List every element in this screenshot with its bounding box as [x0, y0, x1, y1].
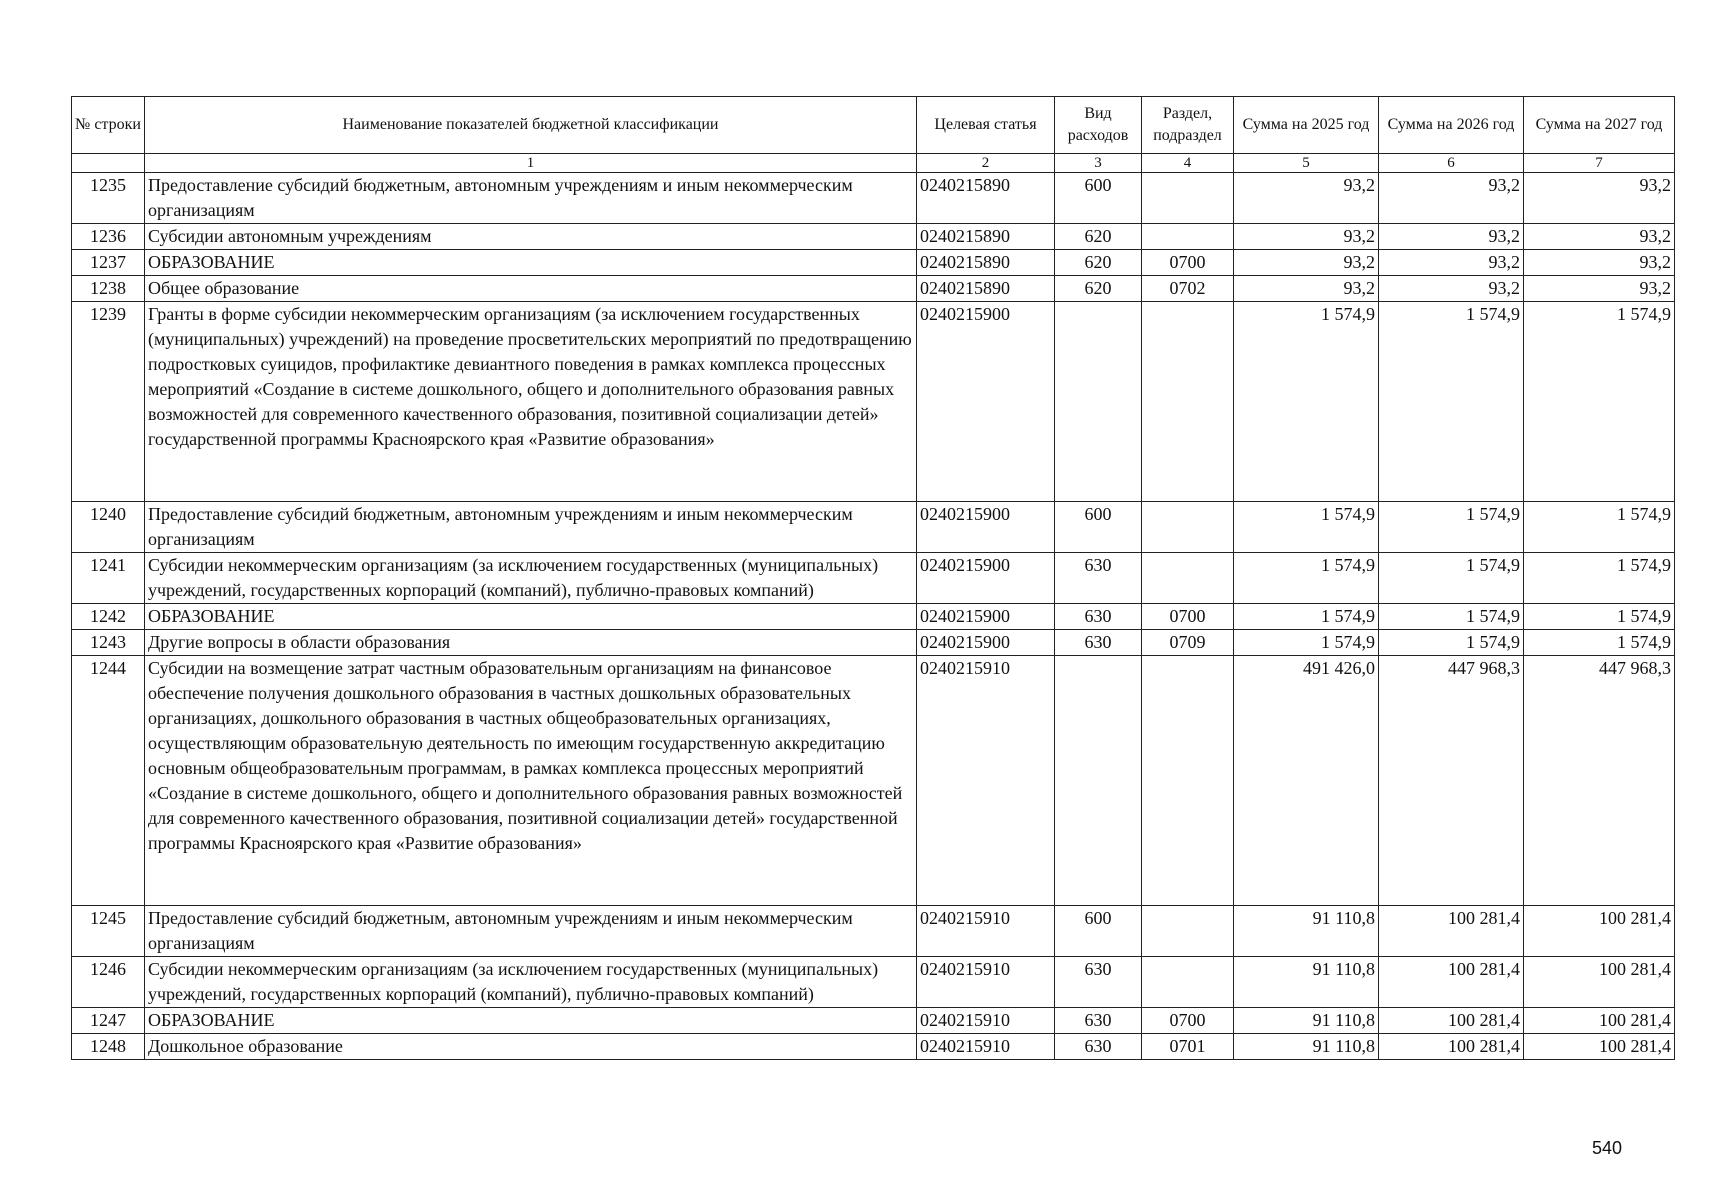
expense-type: 600: [1055, 906, 1142, 957]
column-number: 5: [1234, 154, 1379, 173]
indicator-name: ОБРАЗОВАНИЕ: [145, 1008, 917, 1034]
amount-2027: 100 281,4: [1524, 906, 1675, 957]
amount-2026: 1 574,9: [1379, 553, 1524, 604]
indicator-name: Субсидии автономным учреждениям: [145, 224, 917, 250]
expense-type: 630: [1055, 1008, 1142, 1034]
indicator-name: Гранты в форме субсидии некоммерческим организациям (за исключением государственных (муниципальных) учреждений) на проведение просветительских мероприятий по предотвращению подростковых суицидов, профилактике девиантного поведения в рамках комплекса процессных мероприятий «Создание в системе дошкольного, общего и дополнительного образования равных возможностей для современного качественного образования, позитивной социализации детей» государственной программы Красноярского края «Развитие образования»: [145, 302, 917, 502]
row-number: 1238: [72, 276, 145, 302]
table-row: [72, 276, 1675, 302]
target-article: 0240215910: [917, 906, 1055, 957]
section-code: [1142, 302, 1234, 502]
indicator-name: ОБРАЗОВАНИЕ: [145, 604, 917, 630]
header-amount-2025: Сумма на 2025 год: [1234, 97, 1379, 154]
expense-type: 620: [1055, 224, 1142, 250]
amount-2026: 1 574,9: [1379, 630, 1524, 656]
table-row: [72, 173, 1675, 224]
section-code: [1142, 957, 1234, 1008]
target-article: 0240215910: [917, 957, 1055, 1008]
amount-2027: 1 574,9: [1524, 604, 1675, 630]
amount-2025: 1 574,9: [1234, 302, 1379, 502]
table-row: [72, 302, 1675, 502]
indicator-name: Предоставление субсидий бюджетным, автономным учреждениям и иным некоммерческим организациям: [145, 173, 917, 224]
page-number: 540: [1592, 1138, 1623, 1158]
row-number: 1241: [72, 553, 145, 604]
column-number: 3: [1055, 154, 1142, 173]
column-number: 6: [1379, 154, 1524, 173]
section-code: 0709: [1142, 630, 1234, 656]
expense-type: 630: [1055, 957, 1142, 1008]
target-article: 0240215900: [917, 302, 1055, 502]
table-row: [72, 224, 1675, 250]
row-number: 1245: [72, 906, 145, 957]
column-number: 1: [145, 154, 917, 173]
header-target-article: Целевая статья: [917, 97, 1055, 154]
header-amount-2026: Сумма на 2026 год: [1379, 97, 1524, 154]
amount-2025: 91 110,8: [1234, 957, 1379, 1008]
amount-2026: 100 281,4: [1379, 1008, 1524, 1034]
row-number: 1236: [72, 224, 145, 250]
indicator-name: ОБРАЗОВАНИЕ: [145, 250, 917, 276]
table-row: [72, 553, 1675, 604]
amount-2027: 1 574,9: [1524, 302, 1675, 502]
amount-2026: 93,2: [1379, 250, 1524, 276]
header-row-number: № строки: [72, 97, 145, 154]
amount-2026: 1 574,9: [1379, 502, 1524, 553]
amount-2027: 1 574,9: [1524, 553, 1675, 604]
amount-2027: 93,2: [1524, 276, 1675, 302]
section-code: 0701: [1142, 1034, 1234, 1060]
target-article: 0240215900: [917, 553, 1055, 604]
table-row: [72, 656, 1675, 906]
amount-2025: 93,2: [1234, 276, 1379, 302]
column-number: 2: [917, 154, 1055, 173]
amount-2027: 447 968,3: [1524, 656, 1675, 906]
budget-table: [71, 96, 1675, 1060]
row-number: 1247: [72, 1008, 145, 1034]
section-code: 0702: [1142, 276, 1234, 302]
table-row: [72, 1034, 1675, 1060]
amount-2026: 100 281,4: [1379, 1034, 1524, 1060]
amount-2026: 93,2: [1379, 224, 1524, 250]
amount-2025: 93,2: [1234, 224, 1379, 250]
expense-type: [1055, 302, 1142, 502]
target-article: 0240215900: [917, 604, 1055, 630]
table-row: [72, 630, 1675, 656]
table-header: [72, 97, 1675, 173]
table-row: [72, 250, 1675, 276]
section-code: 0700: [1142, 604, 1234, 630]
section-code: 0700: [1142, 250, 1234, 276]
table-row: [72, 502, 1675, 553]
expense-type: 630: [1055, 630, 1142, 656]
amount-2027: 1 574,9: [1524, 630, 1675, 656]
column-number: 4: [1142, 154, 1234, 173]
amount-2025: 91 110,8: [1234, 1008, 1379, 1034]
header-indicator-name: Наименование показателей бюджетной классификации: [145, 97, 917, 154]
expense-type: 600: [1055, 173, 1142, 224]
amount-2027: 1 574,9: [1524, 502, 1675, 553]
amount-2027: 100 281,4: [1524, 1008, 1675, 1034]
amount-2027: 100 281,4: [1524, 1034, 1675, 1060]
row-number: 1248: [72, 1034, 145, 1060]
section-code: [1142, 173, 1234, 224]
amount-2025: 1 574,9: [1234, 502, 1379, 553]
indicator-name: Субсидии некоммерческим организациям (за исключением государственных (муниципальных) учреждений, государственных корпораций (компаний), публично-правовых компаний): [145, 553, 917, 604]
indicator-name: Другие вопросы в области образования: [145, 630, 917, 656]
amount-2027: 93,2: [1524, 250, 1675, 276]
column-number-blank: [72, 154, 145, 173]
expense-type: [1055, 656, 1142, 906]
expense-type: 620: [1055, 276, 1142, 302]
row-number: 1237: [72, 250, 145, 276]
target-article: 0240215890: [917, 250, 1055, 276]
column-number-row: [72, 154, 1675, 173]
target-article: 0240215890: [917, 173, 1055, 224]
expense-type: 630: [1055, 604, 1142, 630]
expense-type: 620: [1055, 250, 1142, 276]
amount-2026: 100 281,4: [1379, 957, 1524, 1008]
amount-2025: 491 426,0: [1234, 656, 1379, 906]
indicator-name: Общее образование: [145, 276, 917, 302]
row-number: 1242: [72, 604, 145, 630]
amount-2027: 100 281,4: [1524, 957, 1675, 1008]
expense-type: 630: [1055, 1034, 1142, 1060]
amount-2025: 91 110,8: [1234, 906, 1379, 957]
target-article: 0240215910: [917, 1008, 1055, 1034]
row-number: 1244: [72, 656, 145, 906]
table-row: [72, 906, 1675, 957]
section-code: [1142, 656, 1234, 906]
table-row: [72, 957, 1675, 1008]
section-code: [1142, 906, 1234, 957]
table-row: [72, 604, 1675, 630]
amount-2026: 447 968,3: [1379, 656, 1524, 906]
indicator-name: Предоставление субсидий бюджетным, автономным учреждениям и иным некоммерческим организациям: [145, 502, 917, 553]
target-article: 0240215910: [917, 1034, 1055, 1060]
section-code: [1142, 553, 1234, 604]
amount-2025: 1 574,9: [1234, 604, 1379, 630]
indicator-name: Субсидии на возмещение затрат частным образовательным организациям на финансовое обеспечение получения дошкольного образования в частных дошкольных образовательных организациях, дошкольного образования в частных общеобразовательных организациях, осуществляющим образовательную деятельность по имеющим государственную аккредитацию основным общеобразовательным программам, в рамках комплекса процессных мероприятий «Создание в системе дошкольного, общего и дополнительного образования равных возможностей для современного качественного образования, позитивной социализации детей» государственной программы Красноярского края «Развитие образования»: [145, 656, 917, 906]
amount-2025: 1 574,9: [1234, 553, 1379, 604]
table-body: [72, 173, 1675, 1060]
amount-2026: 1 574,9: [1379, 302, 1524, 502]
section-code: 0700: [1142, 1008, 1234, 1034]
target-article: 0240215890: [917, 276, 1055, 302]
expense-type: 600: [1055, 502, 1142, 553]
header-section: Раздел, подраздел: [1142, 97, 1234, 154]
row-number: 1239: [72, 302, 145, 502]
column-number: 7: [1524, 154, 1675, 173]
row-number: 1240: [72, 502, 145, 553]
indicator-name: Субсидии некоммерческим организациям (за исключением государственных (муниципальных) учреждений, государственных корпораций (компаний), публично-правовых компаний): [145, 957, 917, 1008]
row-number: 1246: [72, 957, 145, 1008]
amount-2025: 93,2: [1234, 250, 1379, 276]
header-amount-2027: Сумма на 2027 год: [1524, 97, 1675, 154]
section-code: [1142, 502, 1234, 553]
amount-2025: 1 574,9: [1234, 630, 1379, 656]
expense-type: 630: [1055, 553, 1142, 604]
row-number: 1243: [72, 630, 145, 656]
header-expense-type: Вид расходов: [1055, 97, 1142, 154]
row-number: 1235: [72, 173, 145, 224]
indicator-name: Предоставление субсидий бюджетным, автономным учреждениям и иным некоммерческим организациям: [145, 906, 917, 957]
table-row: [72, 1008, 1675, 1034]
target-article: 0240215910: [917, 656, 1055, 906]
amount-2026: 93,2: [1379, 276, 1524, 302]
target-article: 0240215890: [917, 224, 1055, 250]
amount-2027: 93,2: [1524, 173, 1675, 224]
amount-2027: 93,2: [1524, 224, 1675, 250]
section-code: [1142, 224, 1234, 250]
target-article: 0240215900: [917, 630, 1055, 656]
amount-2026: 1 574,9: [1379, 604, 1524, 630]
amount-2025: 93,2: [1234, 173, 1379, 224]
amount-2025: 91 110,8: [1234, 1034, 1379, 1060]
amount-2026: 100 281,4: [1379, 906, 1524, 957]
indicator-name: Дошкольное образование: [145, 1034, 917, 1060]
target-article: 0240215900: [917, 502, 1055, 553]
amount-2026: 93,2: [1379, 173, 1524, 224]
